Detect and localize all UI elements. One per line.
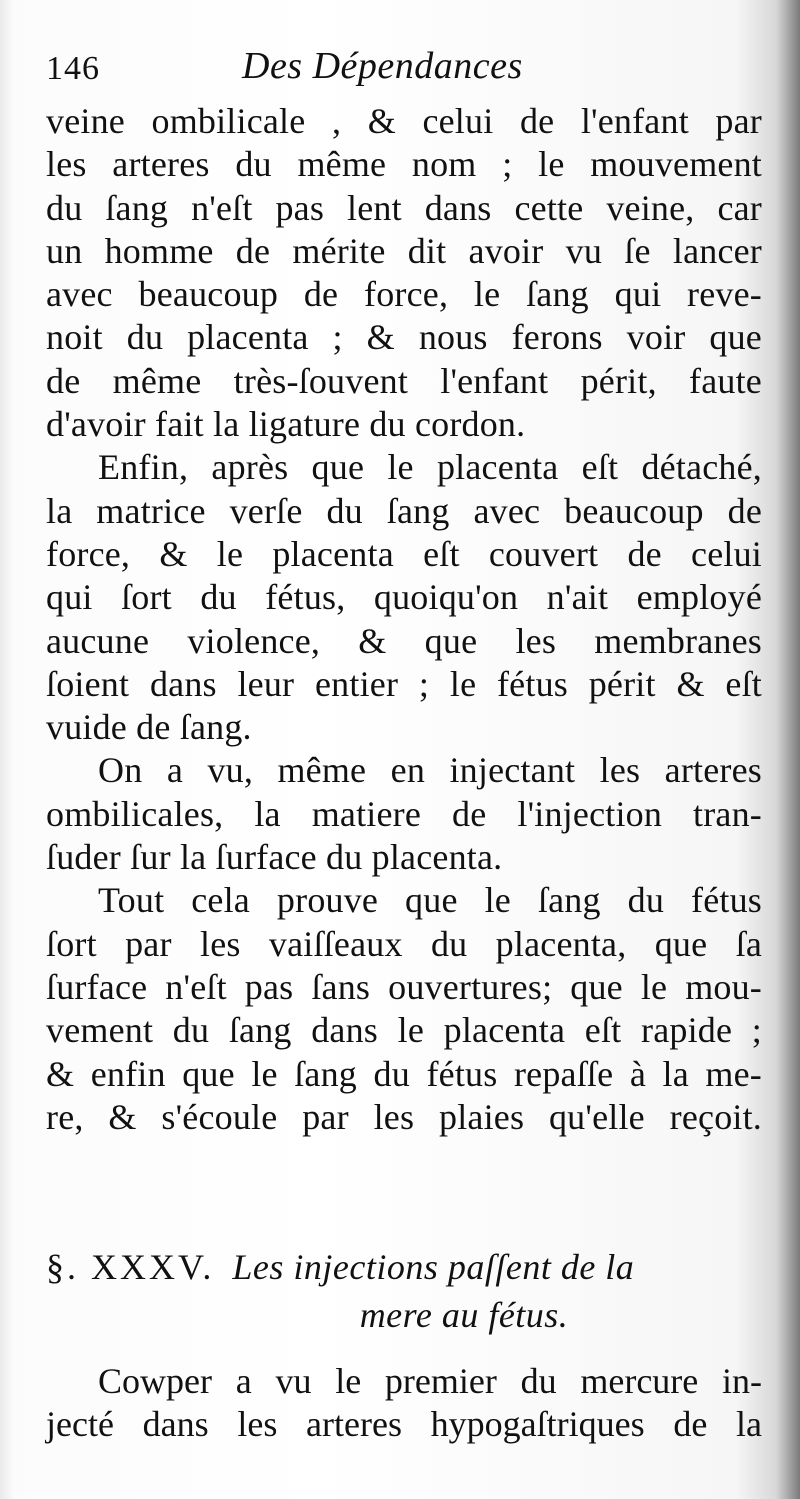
page-number: 146 bbox=[46, 50, 100, 87]
text-line: qui ſort du fétus, quoiqu'on n'ait employé bbox=[46, 577, 762, 618]
section-number: §. XXXV. bbox=[46, 1247, 215, 1287]
text-line: veine ombilicale , & celui de l'enfant par bbox=[46, 101, 762, 141]
section-body-text bbox=[46, 1360, 762, 1447]
section-title-part2: mere au fétus. bbox=[359, 1295, 569, 1335]
text-line: noit du placenta ; & nous ferons voir que bbox=[46, 317, 762, 358]
text-line: aucune violence, & que les membranes bbox=[46, 620, 762, 661]
text-line: ombilicales, la matiere de l'injection tran- bbox=[46, 793, 762, 834]
text-line: ſurface n'eſt pas ſans ouvertures; que le mou- bbox=[46, 966, 762, 1007]
page-header bbox=[46, 44, 766, 96]
section-heading-line bbox=[46, 1246, 762, 1294]
text-line: d'avoir fait la ligature du cordon. bbox=[46, 404, 526, 445]
text-line: un homme de mérite dit avoir vu ſe lancer bbox=[46, 230, 762, 271]
text-line: ſort par les vaiſſeaux du placenta, que ſa bbox=[46, 923, 762, 964]
text-line: la matrice verſe du ſang avec beaucoup de bbox=[46, 490, 762, 531]
text-line: Cowper a vu le premier du mercure in- bbox=[98, 1361, 762, 1401]
text-line: On a vu, même en injectant les arteres bbox=[98, 750, 762, 791]
text-line: vement du ſang dans le placenta eſt rapide ; bbox=[46, 1010, 762, 1051]
text-line: re, & s'écoule par les plaies qu'elle reçoit. bbox=[46, 1096, 762, 1137]
text-line: du ſang n'eſt pas lent dans cette veine, car bbox=[46, 187, 762, 228]
text-line: force, & le placenta eſt couvert de celui bbox=[46, 533, 762, 574]
body-text bbox=[46, 100, 762, 1139]
text-line: les arteres du même nom ; le mouvement bbox=[46, 144, 762, 185]
text-line: Enfin, après que le placenta eſt détaché, bbox=[98, 447, 762, 488]
text-line: ſoient dans leur entier ; le fétus périt & eſt bbox=[46, 663, 762, 704]
section-heading bbox=[46, 1246, 762, 1336]
text-line: avec beaucoup de force, le ſang qui reve- bbox=[46, 274, 762, 315]
text-line: jecté dans les arteres hypogaſtriques de la bbox=[46, 1404, 762, 1445]
text-line: vuide de ſang. bbox=[46, 707, 252, 748]
text-line: & enfin que le ſang du fétus repaſſe à la me- bbox=[46, 1053, 762, 1094]
section-title-part1: Les injections paſſent de la bbox=[232, 1247, 635, 1287]
text-line: ſuder ſur la ſurface du placenta. bbox=[46, 837, 503, 878]
text-line: Tout cela prouve que le ſang du fétus bbox=[98, 880, 762, 921]
running-head: Des Dépendances bbox=[242, 45, 523, 87]
text-line: de même très-ſouvent l'enfant périt, faute bbox=[46, 360, 762, 401]
